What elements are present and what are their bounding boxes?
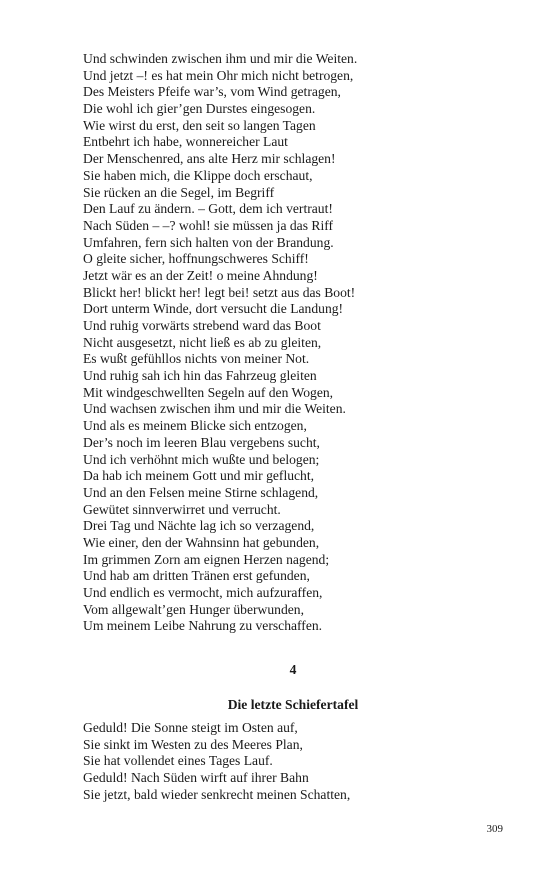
poem-line: O gleite sicher, hoffnungschweres Schiff! (83, 251, 309, 267)
poem-line: Des Meisters Pfeife war’s, vom Wind getragen, (83, 84, 341, 100)
poem-line: Da hab ich meinem Gott und mir geflucht, (83, 468, 315, 484)
poem-stanza-1 (83, 51, 503, 635)
poem-line: Der Menschenred, ans alte Herz mir schlagen! (83, 151, 336, 167)
poem-line: Wie wirst du erst, den seit so langen Tagen (83, 117, 316, 133)
poem-stanza-2 (83, 720, 503, 803)
poem-line: Und wachsen zwischen ihm und mir die Weiten. (83, 401, 346, 417)
section-number: 4 (289, 662, 297, 677)
poem-line: Geduld! Nach Süden wirft auf ihrer Bahn (83, 770, 309, 786)
poem-line: Jetzt wär es an der Zeit! o meine Ahndung! (83, 267, 318, 283)
poem-line: Und hab am dritten Tränen erst gefunden, (83, 568, 310, 584)
poem-line: Und ich verhöhnt mich wußte und belogen; (83, 451, 320, 467)
poem-line: Gewütet sinnverwirret und verrucht. (83, 501, 281, 517)
poem-line: Sie sinkt im Westen zu des Meeres Plan, (83, 736, 303, 752)
poem-line: Entbehrt ich habe, wonnereicher Laut (83, 134, 288, 150)
poem-line: Und ruhig vorwärts strebend ward das Boot (83, 318, 321, 333)
poem-line: Drei Tag und Nächte lag ich so verzagend, (83, 518, 315, 534)
poem-line: Und endlich es vermocht, mich aufzuraffen, (83, 585, 323, 600)
poem-line: Sie haben mich, die Klippe doch erschaut, (83, 167, 313, 183)
poem-line: Den Lauf zu ändern. – Gott, dem ich vertraut! (83, 201, 333, 217)
poem-line: Sie hat vollendet eines Tages Lauf. (83, 753, 273, 769)
poem-line: Sie rücken an die Segel, im Begriff (83, 184, 275, 200)
poem-line: Und ruhig sah ich hin das Fahrzeug gleiten (83, 368, 317, 384)
poem-line: Blickt her! blickt her! legt bei! setzt aus das Boot! (83, 284, 356, 300)
poem-line: Nicht ausgesetzt, nicht ließ es ab zu gleiten, (83, 334, 322, 350)
poem-line: Und als es meinem Blicke sich entzogen, (83, 418, 307, 434)
poem-line: Vom allgewalt’gen Hunger überwunden, (83, 601, 304, 617)
poem-line: Dort unterm Winde, dort versucht die Landung! (83, 301, 344, 317)
poem-line: Sie jetzt, bald wieder senkrecht meinen Schatten, (83, 786, 351, 802)
poem-line: Und jetzt –! es hat mein Ohr mich nicht betrogen, (83, 67, 354, 83)
poem-line: Und schwinden zwischen ihm und mir die Weiten. (83, 51, 358, 66)
poem-line: Mit windgeschwellten Segeln auf den Wogen, (83, 384, 334, 400)
poem-line: Geduld! Die Sonne steigt im Osten auf, (83, 720, 298, 735)
poem-line: Der’s noch im leeren Blau vergebens sucht, (83, 434, 320, 450)
poem-line: Die wohl ich gier’gen Durstes eingesogen. (83, 101, 316, 117)
poem-line: Umfahren, fern sich halten von der Brandung. (83, 234, 334, 250)
poem-line: Im grimmen Zorn am eignen Herzen nagend; (83, 551, 330, 567)
poem-line: Es wußt gefühllos nichts von meiner Not. (83, 351, 310, 367)
poem-line: Und an den Felsen meine Stirne schlagend, (83, 484, 319, 500)
page-number: 309 (486, 823, 503, 835)
poem-line: Nach Süden – –? wohl! sie müssen ja das Riff (83, 217, 334, 233)
poem-line: Wie einer, den der Wahnsinn hat gebunden, (83, 534, 320, 550)
poem-line: Um meinem Leibe Nahrung zu verschaffen. (83, 618, 323, 634)
section-title: Die letzte Schiefertafel (227, 697, 359, 712)
